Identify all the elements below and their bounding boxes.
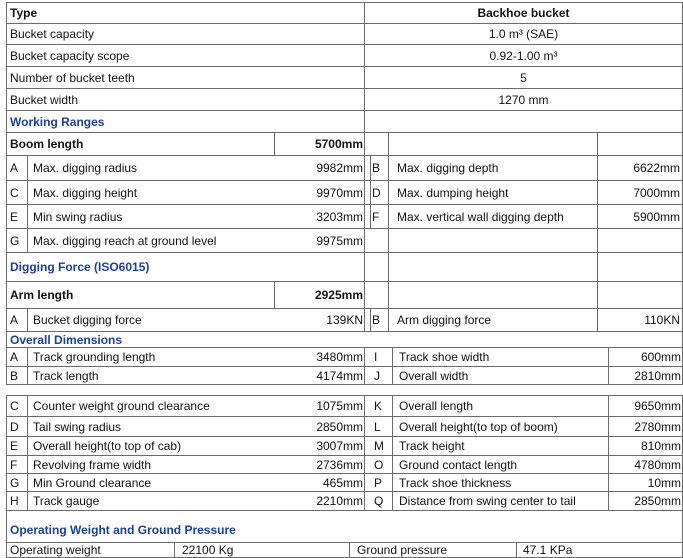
dimension-value: 600mm <box>640 350 681 364</box>
dimension-label: Track height <box>399 439 465 453</box>
dimension-value: 3007mm <box>316 439 363 453</box>
dimension-label: Counter weight ground clearance <box>33 399 210 413</box>
dimension-label: Track length <box>33 368 99 383</box>
dimension-label: Ground contact length <box>399 457 518 472</box>
operating-weight-label: Operating weight <box>10 543 101 557</box>
row-letter: I <box>374 350 378 364</box>
bucket-digging-force-value: 139KN <box>326 313 363 327</box>
dimension-value: 10mm <box>647 475 681 490</box>
row-letter: F <box>10 457 18 472</box>
dimension-label: Min Ground clearance <box>33 475 152 490</box>
capacity-label: Bucket capacity <box>10 27 95 41</box>
width-value: 1270 mm <box>498 92 549 107</box>
row-letter: G <box>10 233 20 248</box>
weight-title: Operating Weight and Ground Pressure <box>10 523 236 537</box>
row-letter: A <box>10 313 19 327</box>
dimension-value: 2210mm <box>316 494 363 508</box>
range-label: Max. digging height <box>33 185 138 200</box>
row-letter: H <box>10 494 19 508</box>
dimension-label: Track shoe thickness <box>399 475 512 490</box>
range-label: Max. vertical wall digging depth <box>397 209 564 224</box>
row-letter: F <box>372 209 380 224</box>
overall-dimensions-title: Overall Dimensions <box>10 332 123 347</box>
boom-length-value: 5700mm <box>314 137 363 151</box>
range-value: 6622mm <box>633 161 680 175</box>
dimension-label: Track grounding length <box>33 350 156 364</box>
row-letter: B <box>10 368 19 383</box>
arm-length-label: Arm length <box>10 288 74 302</box>
range-label: Max. digging reach at ground level <box>33 233 217 248</box>
row-letter: B <box>372 313 381 327</box>
width-label: Bucket width <box>10 92 79 107</box>
arm-digging-force-value: 110KN <box>644 313 680 327</box>
dimension-value: 2810mm <box>634 368 681 383</box>
row-letter: J <box>374 368 380 383</box>
dimension-value: 810mm <box>640 439 681 453</box>
boom-length-label: Boom length <box>10 137 84 151</box>
dimension-label: Overall width <box>399 368 469 383</box>
dimension-value: 2850mm <box>634 494 681 508</box>
row-letter: Q <box>374 494 384 508</box>
row-letter: E <box>10 209 19 224</box>
dimension-value: 9650mm <box>634 399 681 413</box>
capacity-scope-label: Bucket capacity scope <box>10 48 130 63</box>
working-ranges-title: Working Ranges <box>10 114 105 129</box>
row-letter: D <box>10 419 19 434</box>
dimension-value: 4174mm <box>316 368 363 383</box>
dimension-value: 3480mm <box>316 350 363 364</box>
row-letter: C <box>10 399 19 413</box>
row-letter: L <box>374 419 381 434</box>
row-letter: P <box>374 475 383 490</box>
range-value: 9970mm <box>316 185 363 200</box>
range-label: Min swing radius <box>33 209 123 224</box>
dimension-label: Overall length <box>399 399 474 413</box>
dimension-label: Overall height(to top of cab) <box>33 439 182 453</box>
type-label: Type <box>10 6 38 20</box>
dimension-label: Overall height(to top of boom) <box>399 419 558 434</box>
ground-pressure-label: Ground pressure <box>357 543 448 557</box>
arm-length-value: 2925mm <box>314 288 363 302</box>
range-value: 9975mm <box>316 233 363 248</box>
row-letter: K <box>374 399 383 413</box>
dimension-value: 4780mm <box>634 457 681 472</box>
operating-weight-value: 22100 Kg <box>182 543 234 557</box>
row-letter: C <box>10 185 19 200</box>
row-letter: O <box>374 457 384 472</box>
teeth-value: 5 <box>520 70 527 85</box>
range-value: 7000mm <box>633 185 680 200</box>
dimension-value: 2850mm <box>316 419 363 434</box>
row-letter: M <box>374 439 384 453</box>
arm-digging-force-label: Arm digging force <box>397 313 492 327</box>
row-letter: A <box>10 161 19 175</box>
type-value: Backhoe bucket <box>477 6 570 20</box>
dimension-value: 2780mm <box>634 419 681 434</box>
dimension-label: Track shoe width <box>399 350 490 364</box>
range-value: 9982mm <box>316 161 363 175</box>
dimension-value: 465mm <box>322 475 363 490</box>
range-value: 5900mm <box>633 209 680 224</box>
dimension-value: 1075mm <box>316 399 363 413</box>
dimension-label: Distance from swing center to tail <box>399 494 576 508</box>
row-letter: E <box>10 439 19 453</box>
range-value: 3203mm <box>316 209 363 224</box>
row-letter: D <box>372 185 381 200</box>
dimension-value: 2736mm <box>316 457 363 472</box>
range-label: Max. digging radius <box>33 161 138 175</box>
range-label: Max. dumping height <box>397 185 509 200</box>
row-letter: B <box>372 161 381 175</box>
capacity-scope-value: 0.92-1.00 m³ <box>489 48 558 63</box>
teeth-label: Number of bucket teeth <box>10 70 135 85</box>
dimension-label: Track gauge <box>33 494 100 508</box>
dimension-label: Tail swing radius <box>33 419 122 434</box>
row-letter: A <box>10 350 19 364</box>
capacity-value: 1.0 m³ (SAE) <box>488 27 559 41</box>
digging-force-title: Digging Force (ISO6015) <box>10 260 150 274</box>
dimension-label: Revolving frame width <box>33 457 152 472</box>
row-letter: G <box>10 475 20 490</box>
bucket-digging-force-label: Bucket digging force <box>33 313 142 327</box>
ground-pressure-value: 47.1 KPa <box>523 543 573 557</box>
range-label: Max. digging depth <box>397 161 499 175</box>
